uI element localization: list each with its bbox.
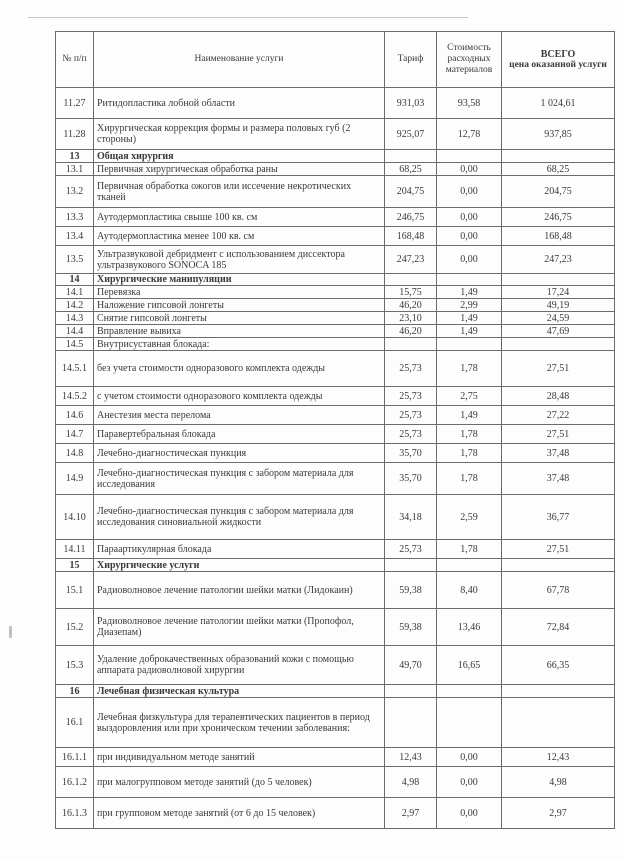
service-name: Первичная хирургическая обработка раны bbox=[94, 163, 385, 176]
tariff-value: 23,10 bbox=[385, 312, 437, 325]
service-name: Лечебная физическая культура bbox=[94, 685, 385, 698]
header-total-line1: ВСЕГО bbox=[540, 48, 576, 60]
total-price: 37,48 bbox=[502, 463, 615, 495]
tariff-value: 4,98 bbox=[385, 767, 437, 798]
table-header-row bbox=[56, 32, 615, 88]
total-price bbox=[502, 559, 615, 572]
header-total bbox=[502, 32, 615, 88]
row-number: 13.5 bbox=[56, 246, 94, 274]
tariff-value: 25,73 bbox=[385, 425, 437, 444]
tariff-value: 204,75 bbox=[385, 176, 437, 208]
materials-cost: 0,00 bbox=[437, 798, 502, 829]
tariff-value bbox=[385, 274, 437, 286]
row-number: 15.2 bbox=[56, 609, 94, 646]
table-row bbox=[56, 246, 615, 274]
materials-cost: 13,46 bbox=[437, 609, 502, 646]
tariff-value bbox=[385, 559, 437, 572]
table-row bbox=[56, 351, 615, 387]
tariff-value: 46,20 bbox=[385, 299, 437, 312]
row-number: 14.6 bbox=[56, 406, 94, 425]
materials-cost: 93,58 bbox=[437, 88, 502, 119]
service-name: с учетом стоимости одноразового комплекта одежды bbox=[94, 387, 385, 406]
row-number: 14.4 bbox=[56, 325, 94, 338]
row-number: 13.1 bbox=[56, 163, 94, 176]
table-row bbox=[56, 312, 615, 325]
row-number: 16.1.1 bbox=[56, 748, 94, 767]
section-row bbox=[56, 150, 615, 163]
row-number: 16.1.3 bbox=[56, 798, 94, 829]
row-number: 14.2 bbox=[56, 299, 94, 312]
scan-mark bbox=[9, 626, 12, 638]
table-row bbox=[56, 208, 615, 227]
row-number: 16.1 bbox=[56, 698, 94, 748]
row-number: 14.3 bbox=[56, 312, 94, 325]
materials-cost: 12,78 bbox=[437, 119, 502, 150]
tariff-value: 925,07 bbox=[385, 119, 437, 150]
service-name: Радиоволновое лечение патологии шейки матки (Лидокаин) bbox=[94, 572, 385, 609]
tariff-value bbox=[385, 698, 437, 748]
total-price: 168,48 bbox=[502, 227, 615, 246]
row-number: 14.5 bbox=[56, 338, 94, 351]
tariff-value: 246,75 bbox=[385, 208, 437, 227]
header-tariff: Тариф bbox=[385, 32, 437, 88]
total-price: 27,51 bbox=[502, 425, 615, 444]
service-name: Внутрисуставная блокада: bbox=[94, 338, 385, 351]
row-number: 14.1 bbox=[56, 286, 94, 299]
total-price: 47,69 bbox=[502, 325, 615, 338]
materials-cost: 1,49 bbox=[437, 325, 502, 338]
table-row bbox=[56, 425, 615, 444]
header-cost: Стоимость расходных материалов bbox=[437, 32, 502, 88]
service-name: Аутодермопластика свыше 100 кв. см bbox=[94, 208, 385, 227]
service-name: Снятие гипсовой лонгеты bbox=[94, 312, 385, 325]
header-total-line2: цена оказанной услуги bbox=[509, 59, 607, 70]
total-price: 67,78 bbox=[502, 572, 615, 609]
table-row bbox=[56, 495, 615, 540]
price-table bbox=[55, 31, 615, 829]
table-row bbox=[56, 540, 615, 559]
service-name: Общая хирургия bbox=[94, 150, 385, 163]
row-number: 14.7 bbox=[56, 425, 94, 444]
table-row bbox=[56, 176, 615, 208]
total-price: 17,24 bbox=[502, 286, 615, 299]
materials-cost: 1,78 bbox=[437, 425, 502, 444]
table-row bbox=[56, 387, 615, 406]
row-number: 14.8 bbox=[56, 444, 94, 463]
section-row bbox=[56, 274, 615, 286]
materials-cost: 1,78 bbox=[437, 540, 502, 559]
tariff-value: 25,73 bbox=[385, 540, 437, 559]
total-price: 2,97 bbox=[502, 798, 615, 829]
materials-cost: 1,49 bbox=[437, 286, 502, 299]
row-number: 15.1 bbox=[56, 572, 94, 609]
tariff-value: 247,23 bbox=[385, 246, 437, 274]
total-price: 937,85 bbox=[502, 119, 615, 150]
tariff-value: 931,03 bbox=[385, 88, 437, 119]
section-row bbox=[56, 685, 615, 698]
materials-cost bbox=[437, 274, 502, 286]
tariff-value: 68,25 bbox=[385, 163, 437, 176]
service-name: Ультразвуковой дебридмент с использованием диссектора ультразвукового SONOCA 185 bbox=[94, 246, 385, 274]
service-name: Паравертебральная блокада bbox=[94, 425, 385, 444]
total-price: 27,22 bbox=[502, 406, 615, 425]
service-name: Лечебно-диагностическая пункция с забором материала для исследования синовиальной жидкости bbox=[94, 495, 385, 540]
service-name: Перевязка bbox=[94, 286, 385, 299]
header-name: Наименование услуги bbox=[94, 32, 385, 88]
total-price bbox=[502, 685, 615, 698]
tariff-value: 12,43 bbox=[385, 748, 437, 767]
materials-cost: 0,00 bbox=[437, 176, 502, 208]
materials-cost bbox=[437, 685, 502, 698]
materials-cost: 16,65 bbox=[437, 646, 502, 685]
tariff-value bbox=[385, 685, 437, 698]
tariff-value: 35,70 bbox=[385, 463, 437, 495]
header-rule bbox=[28, 17, 468, 18]
table-row bbox=[56, 299, 615, 312]
service-name: Вправление вывиха bbox=[94, 325, 385, 338]
service-name: при групповом методе занятий (от 6 до 15 человек) bbox=[94, 798, 385, 829]
tariff-value: 25,73 bbox=[385, 406, 437, 425]
tariff-value: 15,75 bbox=[385, 286, 437, 299]
table-row bbox=[56, 767, 615, 798]
total-price: 4,98 bbox=[502, 767, 615, 798]
row-number: 15.3 bbox=[56, 646, 94, 685]
row-number: 15 bbox=[56, 559, 94, 572]
total-price: 24,59 bbox=[502, 312, 615, 325]
service-name: Параартикулярная блокада bbox=[94, 540, 385, 559]
total-price bbox=[502, 150, 615, 163]
row-number: 14.10 bbox=[56, 495, 94, 540]
row-number: 14.9 bbox=[56, 463, 94, 495]
materials-cost: 0,00 bbox=[437, 767, 502, 798]
row-number: 14 bbox=[56, 274, 94, 286]
service-name: без учета стоимости одноразового комплекта одежды bbox=[94, 351, 385, 387]
materials-cost: 2,75 bbox=[437, 387, 502, 406]
materials-cost bbox=[437, 150, 502, 163]
total-price: 27,51 bbox=[502, 540, 615, 559]
service-name: при малогрупповом методе занятий (до 5 человек) bbox=[94, 767, 385, 798]
table-row bbox=[56, 646, 615, 685]
service-name: Радиоволновое лечение патологии шейки матки (Пропофол, Диазепам) bbox=[94, 609, 385, 646]
total-price: 12,43 bbox=[502, 748, 615, 767]
materials-cost: 0,00 bbox=[437, 246, 502, 274]
materials-cost bbox=[437, 698, 502, 748]
service-name: Хирургические манипуляции bbox=[94, 274, 385, 286]
tariff-value: 49,70 bbox=[385, 646, 437, 685]
service-name: Первичная обработка ожогов или иссечение некротических тканей bbox=[94, 176, 385, 208]
table-row bbox=[56, 119, 615, 150]
table-row bbox=[56, 163, 615, 176]
total-price: 28,48 bbox=[502, 387, 615, 406]
materials-cost: 1,78 bbox=[437, 444, 502, 463]
total-price: 204,75 bbox=[502, 176, 615, 208]
total-price: 66,35 bbox=[502, 646, 615, 685]
service-name: при индивидуальном методе занятий bbox=[94, 748, 385, 767]
materials-cost: 1,78 bbox=[437, 351, 502, 387]
service-name: Ритидопластика лобной области bbox=[94, 88, 385, 119]
materials-cost: 1,49 bbox=[437, 406, 502, 425]
tariff-value: 168,48 bbox=[385, 227, 437, 246]
table-row bbox=[56, 572, 615, 609]
table-row bbox=[56, 325, 615, 338]
table-row bbox=[56, 798, 615, 829]
tariff-value: 34,18 bbox=[385, 495, 437, 540]
tariff-value: 25,73 bbox=[385, 387, 437, 406]
tariff-value: 2,97 bbox=[385, 798, 437, 829]
tariff-value bbox=[385, 150, 437, 163]
materials-cost: 0,00 bbox=[437, 163, 502, 176]
total-price: 27,51 bbox=[502, 351, 615, 387]
materials-cost bbox=[437, 338, 502, 351]
materials-cost: 1,49 bbox=[437, 312, 502, 325]
table-row bbox=[56, 748, 615, 767]
materials-cost: 0,00 bbox=[437, 208, 502, 227]
table-row bbox=[56, 444, 615, 463]
materials-cost: 0,00 bbox=[437, 227, 502, 246]
total-price: 72,84 bbox=[502, 609, 615, 646]
row-number: 14.5.1 bbox=[56, 351, 94, 387]
total-price: 246,75 bbox=[502, 208, 615, 227]
service-name: Лечебно-диагностическая пункция bbox=[94, 444, 385, 463]
row-number: 14.11 bbox=[56, 540, 94, 559]
table-row bbox=[56, 463, 615, 495]
total-price: 37,48 bbox=[502, 444, 615, 463]
total-price: 49,19 bbox=[502, 299, 615, 312]
total-price bbox=[502, 698, 615, 748]
service-name: Удаление доброкачественных образований кожи с помощью аппарата радиоволновой хирургии bbox=[94, 646, 385, 685]
total-price: 1 024,61 bbox=[502, 88, 615, 119]
section-row bbox=[56, 559, 615, 572]
service-name: Аутодермопластика менее 100 кв. см bbox=[94, 227, 385, 246]
tariff-value: 59,38 bbox=[385, 609, 437, 646]
materials-cost bbox=[437, 559, 502, 572]
service-name: Хирургическая коррекция формы и размера половых губ (2 стороны) bbox=[94, 119, 385, 150]
materials-cost: 0,00 bbox=[437, 748, 502, 767]
service-name: Лечебно-диагностическая пункция с забором материала для исследования bbox=[94, 463, 385, 495]
tariff-value: 35,70 bbox=[385, 444, 437, 463]
total-price: 36,77 bbox=[502, 495, 615, 540]
materials-cost: 8,40 bbox=[437, 572, 502, 609]
row-number: 16.1.2 bbox=[56, 767, 94, 798]
row-number: 13 bbox=[56, 150, 94, 163]
service-name: Анестезия места перелома bbox=[94, 406, 385, 425]
row-number: 13.4 bbox=[56, 227, 94, 246]
total-price: 68,25 bbox=[502, 163, 615, 176]
tariff-value: 25,73 bbox=[385, 351, 437, 387]
table-row bbox=[56, 88, 615, 119]
total-price bbox=[502, 338, 615, 351]
tariff-value: 59,38 bbox=[385, 572, 437, 609]
row-number: 16 bbox=[56, 685, 94, 698]
total-price: 247,23 bbox=[502, 246, 615, 274]
materials-cost: 2,59 bbox=[437, 495, 502, 540]
total-price bbox=[502, 274, 615, 286]
table-row bbox=[56, 698, 615, 748]
row-number: 14.5.2 bbox=[56, 387, 94, 406]
service-name: Лечебная физкультура для терапевтических пациентов в период выздоровления или при хроническом течении заболевания: bbox=[94, 698, 385, 748]
tariff-value: 46,20 bbox=[385, 325, 437, 338]
materials-cost: 2,99 bbox=[437, 299, 502, 312]
service-name: Наложение гипсовой лонгеты bbox=[94, 299, 385, 312]
row-number: 13.3 bbox=[56, 208, 94, 227]
table-row bbox=[56, 609, 615, 646]
row-number: 13.2 bbox=[56, 176, 94, 208]
materials-cost: 1,78 bbox=[437, 463, 502, 495]
row-number: 11.28 bbox=[56, 119, 94, 150]
table-row bbox=[56, 227, 615, 246]
service-name: Хирургические услуги bbox=[94, 559, 385, 572]
table-row bbox=[56, 338, 615, 351]
header-num: № п/п bbox=[56, 32, 94, 88]
table-row bbox=[56, 406, 615, 425]
row-number: 11.27 bbox=[56, 88, 94, 119]
table-row bbox=[56, 286, 615, 299]
tariff-value bbox=[385, 338, 437, 351]
